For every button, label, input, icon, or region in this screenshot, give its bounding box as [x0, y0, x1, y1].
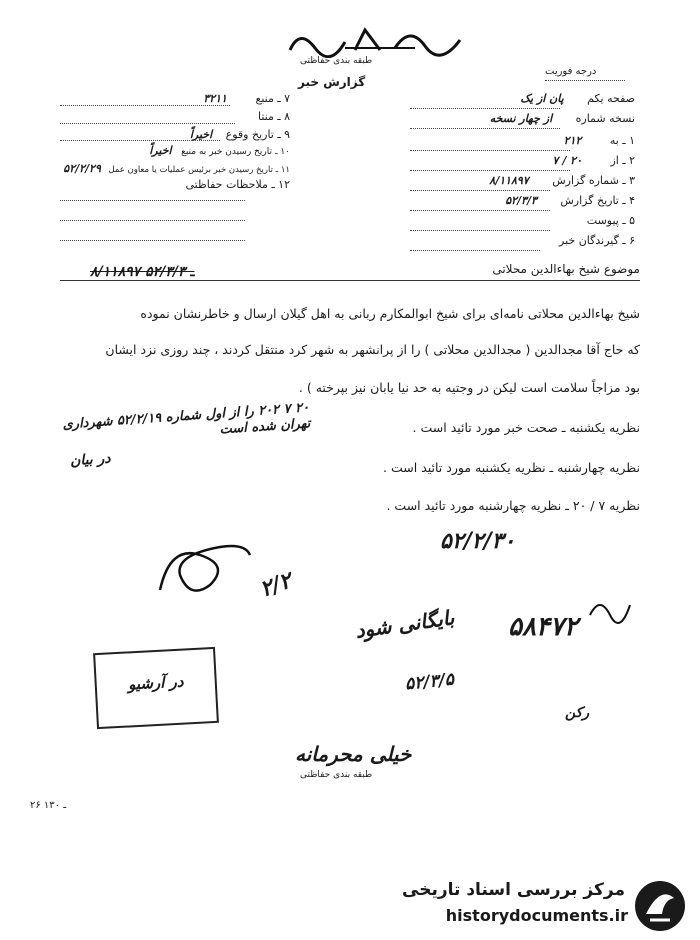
left-field-row — [149, 144, 290, 157]
subject-rule — [60, 280, 640, 281]
field-label: ۸ ـ منتا — [257, 110, 290, 123]
left-field-row — [63, 162, 290, 175]
archive-stamp — [93, 647, 219, 729]
margin-note-2: در بیان — [69, 450, 112, 470]
opinion-line: نظریه یکشنبه ـ صحت خبر مورد تائید است . — [412, 420, 640, 435]
signature-1-shape — [150, 535, 260, 605]
field-label: ۴ ـ تاریخ گزارش — [560, 194, 635, 207]
right-field-row — [520, 92, 635, 105]
right-field-row — [489, 174, 635, 187]
body-line: شیخ بهاءالدین محلاتی نامه‌ای برای شیخ ابوالمکارم ربانی به اهل گیلان ارسال و خاطرنشان نموده — [140, 306, 640, 321]
margin-note: ۲۰ ۷ ۲۰۲ را از اول شماره ۵۲/۲/۱۹ شهرداری تهران شده است — [62, 400, 311, 438]
left-field-row — [186, 178, 291, 191]
field-label: ۱۲ ـ ملاحظات حفاظتی — [185, 178, 290, 191]
right-field-row — [505, 194, 635, 207]
right-field-row — [553, 154, 635, 167]
watermark-logo-icon — [632, 878, 688, 938]
field-label: ۳ ـ شماره گزارش — [552, 174, 635, 187]
left-field-row — [258, 110, 290, 123]
watermark-url[interactable]: historydocuments.ir — [445, 906, 628, 925]
field-value: اخیراً — [189, 128, 213, 141]
field-value: از چهار نسخه — [489, 112, 553, 125]
subject-number: ۸/۱۱۸۹۷ ـ ۵۲/۳/۳ — [90, 264, 195, 280]
bottom-stamp-sub: طبقه بندی حفاظتی — [300, 770, 373, 780]
field-label: ۵ ـ پیوست — [586, 214, 635, 227]
right-field-row — [490, 112, 635, 125]
date-stamp: ۵۲/۲/۳۰ — [440, 528, 516, 554]
signature-1 — [150, 535, 260, 609]
field-value: ۳۲۱۱ — [203, 92, 227, 105]
handwritten-note: ۵۲/۳/۵ — [404, 669, 455, 695]
watermark-org: مرکز بررسی اسناد تاریخی — [402, 880, 625, 900]
signature-2 — [585, 590, 635, 634]
field-value: پان از یک — [520, 92, 564, 105]
field-label: ۱ ـ به — [609, 134, 635, 147]
field-value: ۲۰ / ۷ — [552, 154, 582, 167]
field-label: ۹ ـ تاریخ وقوع — [225, 128, 290, 141]
field-value: ۲۱۲ — [563, 134, 582, 147]
bottom-stamp-title: خیلی محرمانه — [295, 742, 412, 766]
field-label: ۱۰ ـ تاریخ رسیدن خبر به منبع — [181, 147, 290, 157]
right-field-row — [587, 214, 635, 227]
handwritten-note: بایگانی شود — [353, 605, 456, 643]
field-label: ۲ ـ از — [610, 154, 635, 167]
side-note: رکن — [565, 705, 590, 721]
body-line: که حاج آقا مجدالدین ( مجدالدین محلاتی ) را از پرانشهر به شهر کرد منتقل کردند ، چند روزی نزد ایشان — [105, 342, 640, 357]
urgency-label: درجه فوریت — [545, 66, 597, 77]
top-stamp-shape — [285, 20, 465, 58]
field-label: ۶ ـ گیرندگان خبر — [559, 234, 635, 247]
field-label: نسخه شماره — [575, 112, 635, 125]
watermark-logo-shape — [632, 878, 688, 934]
field-value: ۵۲/۳/۳ — [505, 194, 537, 207]
right-field-row — [559, 234, 635, 247]
top-stamp — [285, 20, 465, 58]
signature-2-shape — [585, 590, 635, 630]
field-value: اخیراً — [149, 144, 172, 157]
org-line: طبقه بندی حفاظتی — [300, 56, 373, 66]
field-value: ۸/۱۱۸۹۷ — [489, 174, 529, 187]
subject-value: شیخ بهاءالدین محلاتی — [492, 262, 600, 276]
opinion-line: نظریه ۷ / ۲۰ ـ نظریه چهارشنبه مورد تائید است . — [386, 498, 640, 513]
archive-number: ۵۸۴۷۲ — [508, 612, 578, 642]
field-label: ۷ ـ منبع — [255, 92, 290, 105]
report-title: گزارش خبر — [298, 75, 366, 89]
right-field-row — [564, 134, 635, 147]
field-label: صفحه یکم — [587, 92, 635, 105]
field-value: ۵۲/۲/۲۹ — [63, 162, 101, 175]
handwritten-note: ۲/۲ — [256, 567, 296, 603]
subject-label: موضوع — [603, 262, 640, 276]
form-code: ۲۶ ـ ۱۳۰ — [30, 800, 67, 811]
field-label: ۱۱ ـ تاریخ رسیدن خبر برئیس عملیات یا معاون عمل — [108, 165, 290, 175]
archive-stamp-text: در آرشیو — [127, 672, 184, 694]
body-line: بود مزاجاً سلامت است لیکن در وجتیه به حد نیا یابان نیز بپرخته ) . — [298, 380, 640, 395]
subject-row — [440, 262, 640, 276]
watermark-footer — [0, 858, 700, 940]
opinion-line: نظریه چهارشنبه ـ نظریه یکشنبه مورد تائید است . — [383, 460, 640, 475]
left-field-row — [203, 92, 290, 105]
